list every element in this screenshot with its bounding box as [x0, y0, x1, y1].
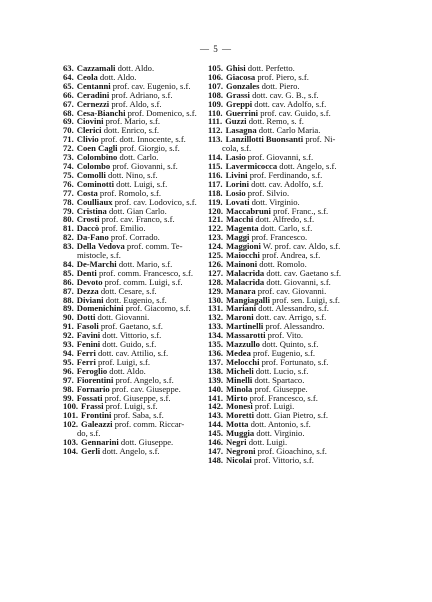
member-surname: Minelli	[226, 374, 253, 385]
member-surname: Maroni	[226, 312, 254, 323]
member-title-and-name: dott. Mario, s.f.	[116, 258, 173, 269]
member-title-and-name: prof. Giorgio, s.f.	[117, 143, 180, 154]
member-surname: Feroglio	[76, 365, 108, 376]
member-surname: Colombo	[76, 160, 111, 171]
member-title-and-name: prof. cav. Lodovico, s.f.	[112, 196, 197, 207]
member-title-and-name: prof. cav. Eugenio, s.f.	[110, 80, 191, 91]
member-surname: Lasagna	[225, 125, 257, 136]
entry-number: 92.	[63, 330, 74, 341]
entry-number: 66.	[63, 89, 74, 100]
member-surname: Fasoli	[76, 321, 99, 332]
member-title-and-name: prof. Emilio.	[99, 223, 146, 234]
member-title-and-name: prof. comm. Riccar-	[112, 419, 185, 430]
member-surname: Ciovini	[76, 116, 104, 127]
entry-number: 73.	[63, 152, 74, 163]
member-surname: Maggioni	[226, 241, 261, 252]
entry-number: 127.	[208, 267, 224, 278]
member-surname: Centanni	[76, 80, 111, 91]
entry-number: 67.	[63, 98, 74, 109]
member-title-and-name: prof. Saba, s.f.	[111, 410, 164, 421]
member-title-and-name: dott. Lucio, s.f.	[253, 365, 309, 376]
member-title-and-name: prof. Vittorio, s.f.	[251, 454, 314, 465]
entry-number: 83.	[63, 241, 74, 252]
entry-number: 75.	[63, 169, 74, 180]
member-surname: Dezza	[76, 285, 99, 296]
member-title-and-name: dott. Vittorio, s.f.	[100, 330, 162, 341]
member-surname: Muggia	[226, 428, 255, 439]
member-title-and-name: dott. Aldo.	[97, 71, 137, 82]
member-title-and-name: dott. Nino, s.f.	[105, 169, 158, 180]
member-surname: Ceradini	[76, 89, 110, 100]
entry-number: 68.	[63, 107, 74, 118]
member-title-and-name: prof. cav. Giuseppe.	[109, 383, 181, 394]
entry-number: 106.	[208, 71, 224, 82]
member-title-and-name: dott. Eugenio, s.f.	[103, 294, 167, 305]
member-surname: Fiorentini	[76, 374, 114, 385]
member-title-and-name: dott. Gian Carlo.	[106, 205, 167, 216]
member-surname: Losio	[225, 187, 246, 198]
member-title-and-name: dott. Virginio.	[249, 196, 300, 207]
entry-number: 104.	[63, 445, 79, 456]
right-column	[208, 64, 360, 465]
member-surname: Lasio	[225, 152, 246, 163]
member-title-and-name: prof. Mario, s.f.	[103, 116, 161, 127]
member-surname: Lorini	[225, 178, 249, 189]
member-title-and-name: dott. Spartaco.	[252, 374, 305, 385]
member-title-and-name: prof. Giuseppe, s.f.	[102, 392, 171, 403]
entry-number: 105.	[208, 63, 224, 73]
member-title-and-name: dott. Virginio.	[254, 428, 305, 439]
entry-number: 93.	[63, 339, 74, 350]
entry-number: 144.	[208, 419, 224, 430]
member-surname: Coen Cagli	[76, 143, 118, 154]
entry-number: 112.	[208, 125, 223, 136]
entry-number: 77.	[63, 187, 74, 198]
member-surname: Livini	[225, 169, 248, 180]
member-surname: Guzzi	[225, 116, 247, 127]
member-surname: Micheli	[226, 365, 254, 376]
entry-number: 132.	[208, 312, 224, 323]
member-title-and-name: prof. Aldo, s.f.	[109, 98, 162, 109]
member-surname: Cernezzi	[76, 98, 110, 109]
member-title-and-name: prof. Giuseppe.	[252, 383, 308, 394]
member-surname: Motta	[226, 419, 249, 430]
member-surname: Frassi	[81, 401, 104, 412]
entry-number: 89.	[63, 303, 74, 314]
member-title-and-name: prof. Corrado.	[108, 232, 160, 243]
member-surname: Diviani	[76, 294, 104, 305]
member-title-and-name: prof. cav. Franco, s.f.	[99, 214, 175, 225]
entry-number: 126.	[208, 258, 224, 269]
entry-number: 100.	[63, 401, 79, 412]
member-surname: Gonzales	[226, 80, 260, 91]
member-surname: Guerrini	[225, 107, 259, 118]
member-surname: Devoto	[76, 276, 103, 287]
entry-number: 79.	[63, 205, 74, 216]
entry-number: 133.	[208, 321, 224, 332]
member-title-and-name: dott. Quinto, s.f.	[259, 339, 319, 350]
member-title-and-name: dott. Angelo, s.f.	[277, 160, 337, 171]
member-title-and-name: prof. Luigi.	[252, 401, 295, 412]
member-surname: Lanzillotti Buonsanti	[225, 134, 304, 145]
entry-number: 120.	[208, 205, 224, 216]
entry-number: 65.	[63, 80, 74, 91]
entry-number: 80.	[63, 214, 74, 225]
member-title-and-name: prof. Ferdinando, s.f.	[247, 169, 323, 180]
member-title-and-name: dott. Cesare, s.f.	[98, 285, 157, 296]
member-surname: Crosti	[76, 214, 100, 225]
member-surname: Melocchi	[226, 356, 260, 367]
member-surname: Favini	[76, 330, 101, 341]
member-title-and-name: dott. cav. Adolfo, s.f.	[248, 178, 324, 189]
member-surname: Cominotti	[76, 178, 114, 189]
entry-number: 85.	[63, 267, 74, 278]
member-entry	[208, 456, 360, 465]
member-title-and-name: dott. Alessandro, s.f.	[256, 303, 329, 314]
entry-number: 146.	[208, 437, 224, 448]
entry-number: 116.	[208, 169, 223, 180]
entry-number: 139.	[208, 374, 224, 385]
entry-number: 99.	[63, 392, 74, 403]
member-surname: Daccò	[76, 223, 100, 234]
member-surname: Massarotti	[226, 330, 266, 341]
entry-number: 71.	[63, 134, 74, 145]
member-title-and-name: prof. Piero, s.f.	[255, 71, 309, 82]
entry-number: 70.	[63, 125, 74, 136]
entry-number: 135.	[208, 339, 224, 350]
member-title-and-name: prof. cav. Guido, s.f.	[258, 107, 331, 118]
member-title-and-name: prof. Giacomo, s.f.	[123, 303, 191, 314]
member-surname: Negroni	[226, 445, 256, 456]
member-title-and-name: dott. Antonio, s.f.	[248, 419, 311, 430]
member-surname: Fornario	[76, 383, 110, 394]
member-title-and-name: dott. Aldo.	[115, 63, 155, 73]
member-title-and-name: dott. Aldo.	[107, 365, 146, 376]
member-surname: Fossati	[76, 392, 103, 403]
member-surname: Mainoni	[226, 258, 258, 269]
entry-number: 74.	[63, 160, 74, 171]
member-surname: Mariani	[226, 303, 257, 314]
member-surname: Ferri	[76, 356, 96, 367]
entry-number: 110.	[208, 107, 223, 118]
entry-number: 121.	[208, 214, 224, 225]
member-title-and-name: prof. Luigi, s.f.	[95, 356, 151, 367]
member-title-and-name: dott. Alfredo, s.f.	[253, 214, 315, 225]
member-surname: Dotti	[76, 312, 96, 323]
member-surname: Cesa-Bianchi	[76, 107, 126, 118]
member-surname: Mazzullo	[226, 339, 260, 350]
entry-number: 98.	[63, 383, 74, 394]
entry-number: 86.	[63, 276, 74, 287]
member-surname: Maiocchi	[226, 250, 260, 261]
member-title-and-name: dott. Guido, s.f.	[100, 339, 157, 350]
member-surname: De-Marchi	[76, 258, 117, 269]
member-surname: Galeazzi	[81, 419, 113, 430]
entry-number: 97.	[63, 374, 74, 385]
member-title-and-name: prof. Silvio.	[245, 187, 290, 198]
member-title-and-name: prof. Gioachino, s.f.	[255, 445, 327, 456]
entry-number: 143.	[208, 410, 224, 421]
entry-number: 63.	[63, 63, 74, 73]
member-title-and-name: dott. Giovanni.	[95, 312, 150, 323]
entry-number: 87.	[63, 285, 74, 296]
member-surname: Nicolai	[226, 454, 252, 465]
member-title-and-name: dott. cav. Adolfo, s.f.	[252, 98, 327, 109]
member-surname: Magenta	[226, 223, 259, 234]
entry-number: 82.	[63, 232, 74, 243]
entry-continuation: do, s.f.	[77, 428, 101, 439]
member-title-and-name: prof. cav. Giovanni.	[255, 285, 327, 296]
member-surname: Moretti	[226, 410, 255, 421]
entry-number: 69.	[63, 116, 74, 127]
member-surname: Mangiagalli	[226, 294, 270, 305]
member-surname: Monesi	[226, 401, 253, 412]
member-title-and-name: prof. Angelo, s.f.	[113, 374, 174, 385]
member-title-and-name: prof. comm. Francesco, s.f.	[96, 267, 193, 278]
member-surname: Mirto	[226, 392, 248, 403]
member-title-and-name: dott. cav. Arrigo, s.f.	[253, 312, 327, 323]
entry-number: 113.	[208, 134, 223, 145]
member-title-and-name: dott. Enrico, s.f.	[101, 125, 160, 136]
entry-number: 142.	[208, 401, 224, 412]
member-surname: Comolli	[76, 169, 106, 180]
entry-number: 64.	[63, 71, 74, 82]
entry-text	[226, 456, 314, 465]
entry-number: 88.	[63, 294, 74, 305]
entry-number: 131.	[208, 303, 224, 314]
member-surname: Cristina	[76, 205, 107, 216]
entry-number: 91.	[63, 321, 74, 332]
member-title-and-name: dott. Gian Pietro, s.f.	[254, 410, 329, 421]
member-title-and-name: prof. Giovanni, s.f.	[245, 152, 314, 163]
member-title-and-name: dott. Luigi.	[246, 437, 288, 448]
member-surname: Grassi	[226, 89, 250, 100]
member-surname: Da-Fano	[76, 232, 109, 243]
page-number: — 5 —	[200, 44, 232, 54]
entry-number: 94.	[63, 348, 74, 358]
member-entry	[63, 447, 213, 456]
member-title-and-name: prof. Ni-	[303, 134, 336, 145]
member-surname: Minola	[226, 383, 253, 394]
member-title-and-name: prof. Alessandro.	[263, 321, 325, 332]
entry-number: 125.	[208, 250, 224, 261]
member-title-and-name: prof. Franc., s.f.	[270, 205, 329, 216]
entry-number: 138.	[208, 365, 224, 376]
member-title-and-name: prof. comm. Luigi, s.f.	[102, 276, 183, 287]
member-surname: Clerici	[76, 125, 102, 136]
member-title-and-name: prof. Andrea, s.f.	[259, 250, 321, 261]
member-title-and-name: dott. Giuseppe.	[118, 437, 174, 448]
member-surname: Ceola	[76, 71, 98, 82]
entry-number: 130.	[208, 294, 224, 305]
member-surname: Gerli	[81, 445, 101, 456]
entry-number: 90.	[63, 312, 74, 323]
member-surname: Denti	[76, 267, 97, 278]
entry-number: 147.	[208, 445, 224, 456]
member-title-and-name: dott. Perfetto.	[245, 63, 295, 73]
member-title-and-name: prof. Adriano, s.f.	[109, 89, 173, 100]
member-title-and-name: dott. cav. Attilio, s.f.	[95, 348, 169, 358]
member-title-and-name: dott. Carlo.	[117, 152, 159, 163]
member-surname: Maggi	[226, 232, 250, 243]
member-surname: Macchi	[226, 214, 254, 225]
entry-number: 145.	[208, 428, 224, 439]
entry-number: 119.	[208, 196, 223, 207]
member-title-and-name: prof. Domenico, s.f.	[125, 107, 197, 118]
member-surname: Ghisi	[226, 63, 246, 73]
entry-number: 107.	[208, 80, 224, 91]
entry-number: 118.	[208, 187, 223, 198]
member-surname: Martinelli	[226, 321, 264, 332]
entry-number: 101.	[63, 410, 79, 421]
member-surname: Domenichini	[76, 303, 124, 314]
entry-number: 95.	[63, 356, 74, 367]
member-title-and-name: dott. Carlo Maria.	[256, 125, 321, 136]
member-surname: Malacrida	[226, 276, 265, 287]
entry-text	[81, 447, 160, 456]
entry-number: 123.	[208, 232, 224, 243]
entry-number: 134.	[208, 330, 224, 341]
entry-number: 84.	[63, 258, 74, 269]
member-title-and-name: prof. Francesco, s.f.	[247, 392, 318, 403]
entry-number: 108.	[208, 89, 224, 100]
member-title-and-name: dott. Piero.	[259, 80, 300, 91]
entry-number: 102.	[63, 419, 79, 430]
member-surname: Coulliaux	[76, 196, 113, 207]
member-surname: Colombino	[76, 152, 118, 163]
member-title-and-name: prof. Giovanni, s.f.	[110, 160, 178, 171]
member-title-and-name: prof. comm. Te-	[124, 241, 183, 252]
member-surname: Negri	[226, 437, 247, 448]
member-title-and-name: dott. cav. G. B., s.f.	[249, 89, 319, 100]
member-title-and-name: prof. dott. Innocente, s.f.	[98, 134, 186, 145]
member-surname: Gennarini	[81, 437, 119, 448]
entry-number: 81.	[63, 223, 74, 234]
entry-number: 129.	[208, 285, 224, 296]
entry-number: 124.	[208, 241, 224, 252]
member-surname: Maccabruni	[226, 205, 271, 216]
entry-number: 103.	[63, 437, 79, 448]
member-title-and-name: dott. Remo, s. f.	[246, 116, 304, 127]
entry-number: 148.	[208, 454, 224, 465]
entry-continuation: mistocle, s.f.	[77, 250, 121, 261]
member-title-and-name: dott. cav. Gaetano s.f.	[264, 267, 341, 278]
member-title-and-name: prof. Eugenio, s.f.	[250, 348, 316, 358]
member-surname: Malacrida	[226, 267, 265, 278]
member-title-and-name: dott. Angelo, s.f.	[100, 445, 160, 456]
member-surname: Costa	[76, 187, 98, 198]
member-title-and-name: prof. sen. Luigi, s.f.	[269, 294, 340, 305]
entry-number: 96.	[63, 365, 74, 376]
member-title-and-name: prof. Fortunato, s.f.	[259, 356, 329, 367]
member-surname: Greppi	[226, 98, 253, 109]
member-surname: Lavermicocca	[225, 160, 278, 171]
member-surname: Cazzamali	[76, 63, 116, 73]
member-title-and-name: prof. Gaetano, s.f.	[98, 321, 163, 332]
member-title-and-name: dott. Giovanni, s.f.	[264, 276, 331, 287]
member-title-and-name: prof. Vito.	[265, 330, 304, 341]
member-surname: Lovati	[225, 196, 250, 207]
entry-number: 117.	[208, 178, 223, 189]
entry-number: 137.	[208, 356, 224, 367]
member-surname: Clivio	[76, 134, 99, 145]
member-surname: Medea	[226, 348, 251, 358]
entry-continuation: cola, s.f.	[222, 143, 252, 154]
entry-number: 109.	[208, 98, 224, 109]
member-title-and-name: prof. Francesco.	[249, 232, 308, 243]
member-surname: Fenini	[76, 339, 101, 350]
member-title-and-name: dott. Luigi, s.f.	[114, 178, 168, 189]
left-column	[63, 64, 213, 456]
member-surname: Della Vedova	[76, 241, 125, 252]
entry-number: 128.	[208, 276, 224, 287]
entry-number: 140.	[208, 383, 224, 394]
entry-number: 115.	[208, 160, 223, 171]
entry-number: 72.	[63, 143, 74, 154]
member-title-and-name: dott. Romolo.	[257, 258, 307, 269]
entry-number: 76.	[63, 178, 74, 189]
member-surname: Manara	[226, 285, 256, 296]
member-title-and-name: W. prof. cav. Aldo, s.f.	[260, 241, 341, 252]
entry-number: 122.	[208, 223, 224, 234]
member-title-and-name: prof. Romolo, s.f.	[97, 187, 162, 198]
entry-number: 141.	[208, 392, 224, 403]
member-surname: Ferri	[76, 348, 96, 358]
entry-number: 136.	[208, 348, 224, 358]
entry-number: 111.	[208, 116, 223, 127]
member-title-and-name: prof. Luigi, s.f.	[103, 401, 158, 412]
member-title-and-name: dott. Carlo, s.f.	[258, 223, 313, 234]
entry-number: 78.	[63, 196, 74, 207]
entry-number: 114.	[208, 152, 223, 163]
member-surname: Frontini	[81, 410, 112, 421]
member-surname: Giacosa	[226, 71, 256, 82]
